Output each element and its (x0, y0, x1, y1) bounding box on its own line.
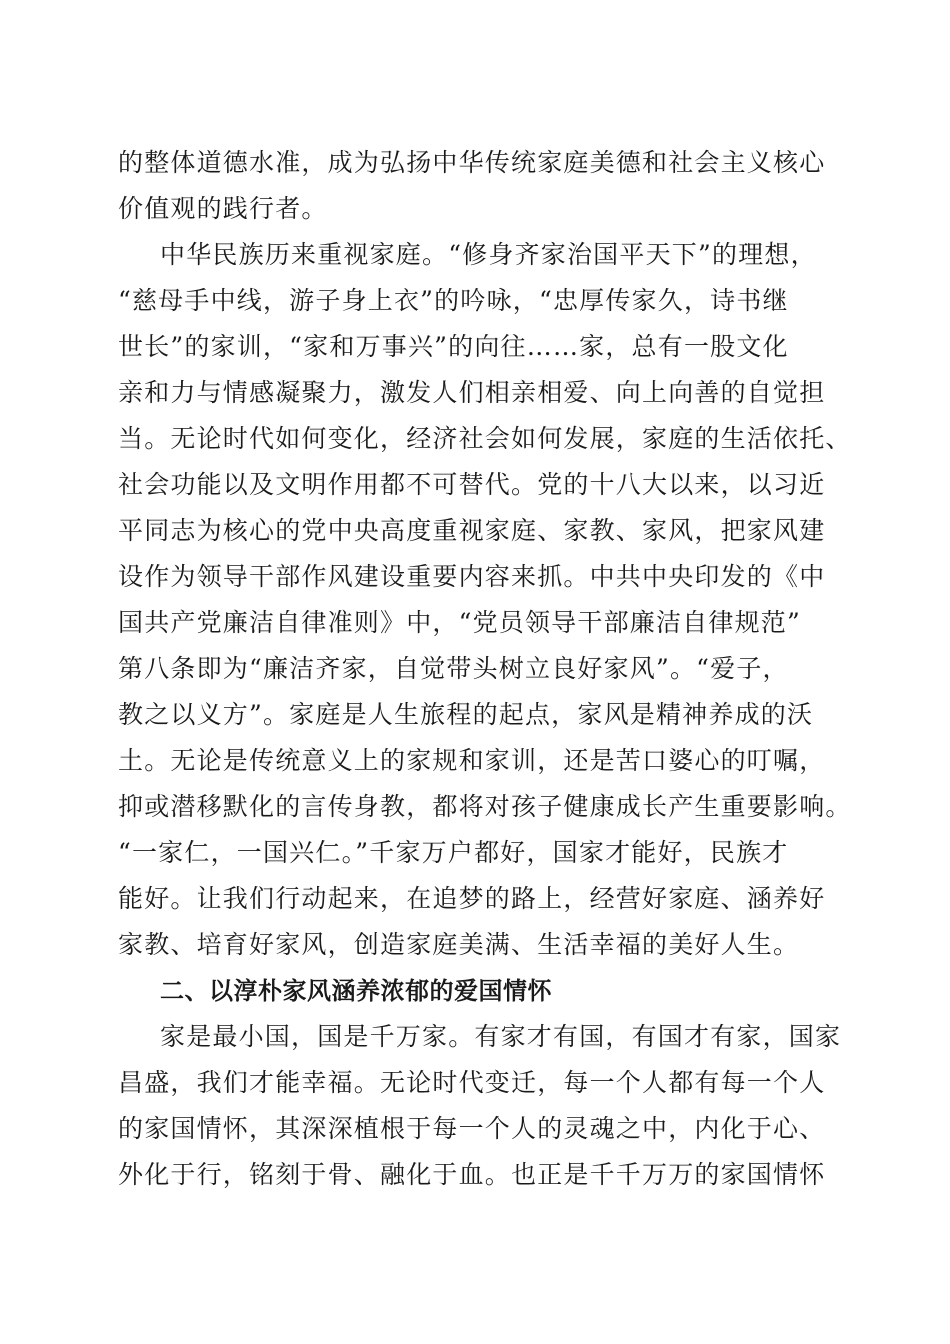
paragraph-line-21: 昌盛，我们才能幸福。无论时代变迁，每一个人都有每一个人 (118, 1068, 826, 1097)
paragraph-line-6: 亲和力与情感凝聚力，激发人们相亲相爱、向上向善的自觉担 (118, 378, 826, 407)
paragraph-line-12: 第八条即为“廉洁齐家，自觉带头树立良好家风”。“爱子， (118, 654, 789, 683)
paragraph-line-11: 国共产党廉洁自律准则》中，“党员领导干部廉洁自律规范” (118, 608, 801, 637)
paragraph-line-20: 家是最小国，国是千万家。有家才有国，有国才有家，国家 (160, 1022, 842, 1051)
paragraph-line-5: 世长”的家训，“家和万事兴”的向往……家，总有一股文化 (118, 332, 789, 361)
paragraph-line-9: 平同志为核心的党中央高度重视家庭、家教、家风，把家风建 (118, 516, 826, 545)
paragraph-line-1: 的整体道德水准，成为弘扬中华传统家庭美德和社会主义核心 (118, 148, 826, 177)
paragraph-line-14: 土。无论是传统意义上的家规和家训，还是苦口婆心的叮嘱， (118, 746, 826, 775)
paragraph-line-3: 中华民族历来重视家庭。“修身齐家治国平天下”的理想， (160, 240, 817, 269)
paragraph-line-17: 能好。让我们行动起来，在追梦的路上，经营好家庭、涵养好 (118, 884, 826, 913)
paragraph-line-7: 当。无论时代如何变化，经济社会如何发展，家庭的生活依托、 (118, 424, 852, 453)
paragraph-line-13: 教之以义方”。家庭是人生旅程的起点，家风是精神养成的沃 (118, 700, 814, 729)
paragraph-line-15: 抑或潜移默化的言传身教，都将对孩子健康成长产生重要影响。 (118, 792, 852, 821)
paragraph-line-8: 社会功能以及文明作用都不可替代。党的十八大以来，以习近 (118, 470, 826, 499)
paragraph-line-18: 家教、培育好家风，创造家庭美满、生活幸福的美好人生。 (118, 930, 800, 959)
section-heading: 二、以淳朴家风涵养浓郁的爱国情怀 (160, 977, 552, 1005)
paragraph-line-16: “一家仁，一国兴仁。”千家万户都好，国家才能好，民族才 (118, 838, 789, 867)
paragraph-line-23: 外化于行，铭刻于骨、融化于血。也正是千千万万的家国情怀 (118, 1160, 826, 1189)
paragraph-line-2: 价值观的践行者。 (118, 194, 328, 223)
document-body (118, 140, 852, 1198)
paragraph-line-22: 的家国情怀，其深深植根于每一个人的灵魂之中，内化于心、 (118, 1114, 826, 1143)
paragraph-line-10: 设作为领导干部作风建设重要内容来抓。中共中央印发的《中 (118, 562, 826, 591)
paragraph-line-4: “慈母手中线，游子身上衣”的吟咏，“忠厚传家久，诗书继 (118, 286, 789, 315)
